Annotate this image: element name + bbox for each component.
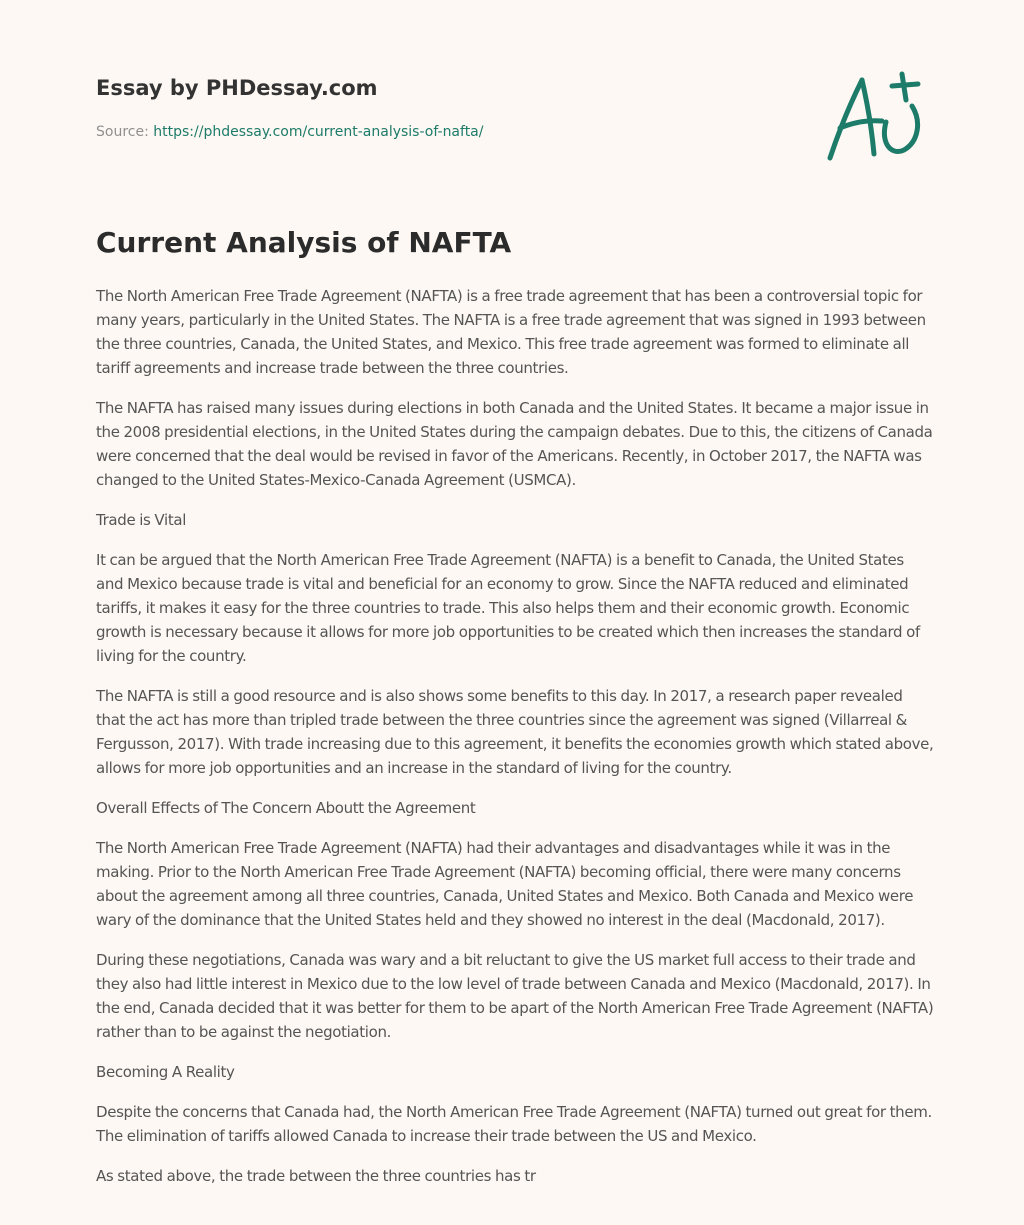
source-label: Source: [96,124,149,140]
site-brand: Essay by PHDessay.com [96,76,378,100]
paragraph: During these negotiations, Canada was wary and a bit reluctant to give the US market full access to their trade and they also had little interest in Mexico due to the low level of trade between Canada and Mexico (Macdonald, 2017). In the end, Canada decided that it was better for them to be apart of the North American Free Trade Agreement (NAFTA) rather than to be against the negotiation. [96,951,934,1041]
paragraph: It can be argued that the North American Free Trade Agreement (NAFTA) is a benefit to Canada, the United States and Mexico because trade is vital and beneficial for an economy to grow. Since the NAFTA reduced and eliminated tariffs, it makes it easy for the three countries to trade. This also helps them and their economic growth. Economic growth is necessary because it allows for more job opportunities to be created which then increases the standard of living for the country. [96,551,920,665]
a-plus-logo-icon [818,66,930,166]
paragraph: The NAFTA is still a good resource and is also shows some benefits to this day. In 2017, a research paper revealed that the act has more than tripled trade between the three countries since the agreement was signed (Villarreal & Fergusson, 2017). With trade increasing due to this agreement, it benefits the economies growth which stated above, allows for more job opportunities and an increase in the standard of living for the country. [96,687,934,777]
paragraph: The NAFTA has raised many issues during elections in both Canada and the United States. It became a major issue in the 2008 presidential elections, in the United States during the campaign debates. Due to this, the citizens of Canada were concerned that the deal would be revised in favor of the Americans. Recently, in October 2017, the NAFTA was changed to the United States-Mexico-Canada Agreement (USMCA). [96,399,933,489]
source-line [96,124,483,140]
paragraph: The North American Free Trade Agreement (NAFTA) is a free trade agreement that has been a controversial topic for many years, particularly in the United States. The NAFTA is a free trade agreement that was signed in 1993 between the three countries, Canada, the United States, and Mexico. This free trade agreement was formed to eliminate all tariff agreements and increase trade between the three countries. [96,287,926,377]
source-link[interactable]: https://phdessay.com/current-analysis-of-nafta/ [153,124,484,140]
paragraph: Despite the concerns that Canada had, the North American Free Trade Agreement (NAFTA) turned out great for them. The elimination of tariffs allowed Canada to increase their trade between the US and Mexico. [96,1103,932,1145]
paragraph: The North American Free Trade Agreement (NAFTA) had their advantages and disadvantages while it was in the making. Prior to the North American Free Trade Agreement (NAFTA) becoming official, there were many concerns about the agreement among all three countries, Canada, United States and Mexico. Both Canada and Mexico were wary of the dominance that the United States held and they showed no interest in the deal (Macdonald, 2017). [96,839,914,929]
section-heading: Overall Effects of The Concern Aboutt the Agreement [96,799,476,817]
section-heading: Becoming A Reality [96,1063,235,1081]
essay-body [96,284,934,1204]
section-heading: Trade is Vital [96,511,187,529]
paragraph: As stated above, the trade between the three countries has tr [96,1167,536,1185]
essay-title: Current Analysis of NAFTA [96,226,512,259]
